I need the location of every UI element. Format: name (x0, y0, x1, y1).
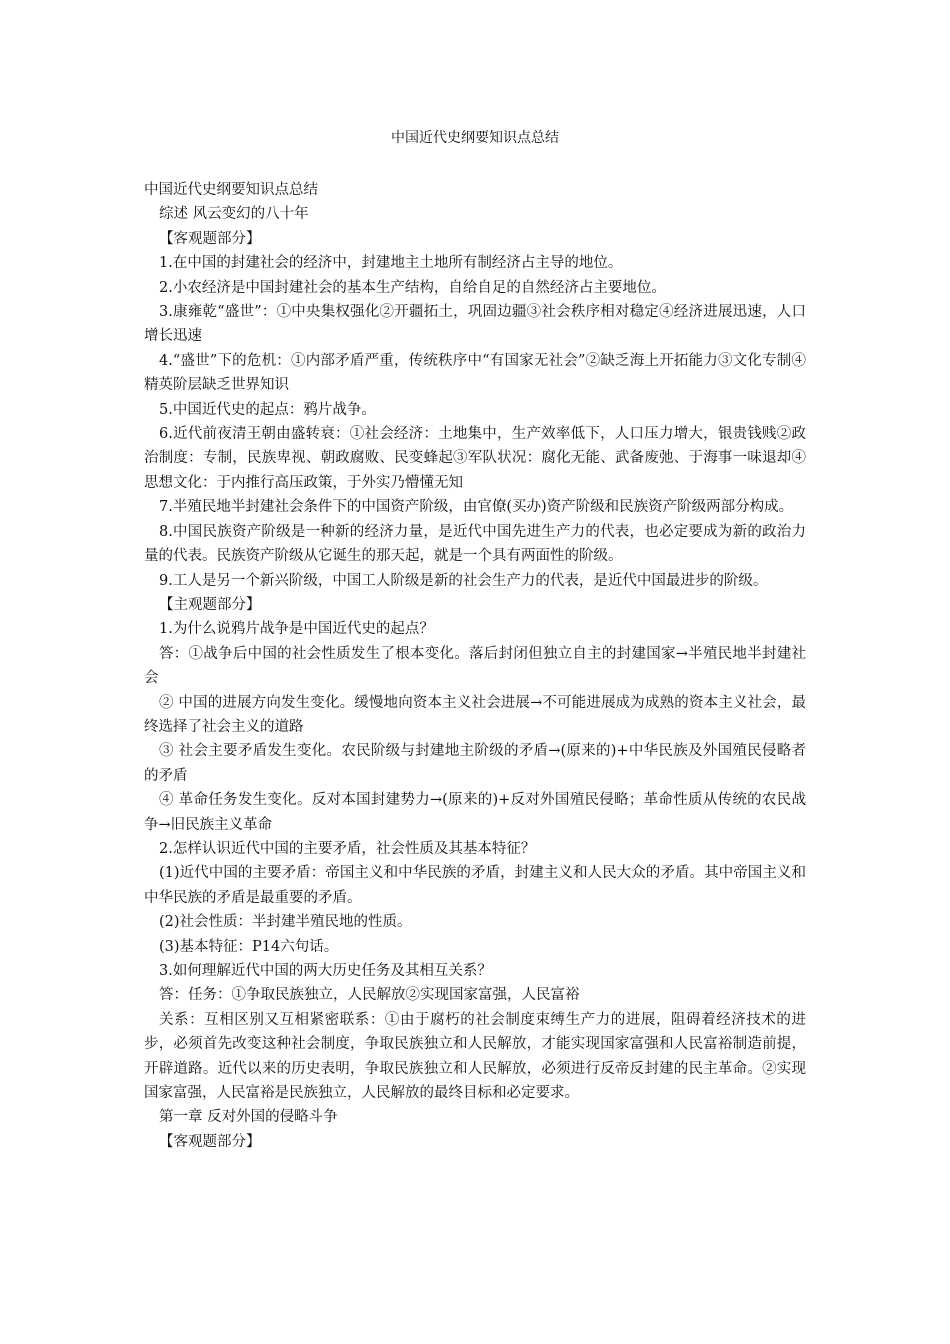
answer: ④ 革命任务发生变化。反对本国封建势力→(原来的)+反对外国殖民侵略；革命性质从传统的农民战争→旧民族主义革命 (144, 792, 806, 833)
answer: ③ 社会主要矛盾发生变化。农民阶级与封建地主阶级的矛盾→(原来的)+中华民族及外国殖民侵略者的矛盾 (144, 743, 806, 784)
paragraph: 8.中国民族资产阶级是一种新的经济力量，是近代中国先进生产力的代表，也必定要成为新的政治力量的代表。民族资产阶级从它诞生的那天起，就是一个具有两面性的阶级。 (144, 523, 806, 565)
document-body (144, 178, 806, 1154)
paragraph: 3.康雍乾“盛世”：①中央集权强化②开疆拓土，巩固边疆③社会秩序相对稳定④经济进展迅速，人口增长迅速 (144, 304, 807, 345)
section-heading-overview: 综述 风云变幻的八十年 (159, 206, 309, 223)
subsection-heading-objective: 【客观题部分】 (159, 230, 261, 247)
answer: (2)社会性质：半封建半殖民地的性质。 (159, 914, 412, 931)
answer: 答：①战争后中国的社会性质发生了根本变化。落后封闭但独立自主的封建国家→半殖民地半封建社会 (144, 645, 806, 687)
question: 1.为什么说鸦片战争是中国近代史的起点？ (159, 621, 434, 638)
answer: 答：任务：①争取民族独立，人民解放②实现国家富强，人民富裕 (159, 987, 580, 1004)
paragraph: 7.半殖民地半封建社会条件下的中国资产阶级，由官僚(买办)资产阶级和民族资产阶级两部分构成。 (159, 499, 794, 516)
paragraph: 2.小农经济是中国封建社会的基本生产结构，自给自足的自然经济占主要地位。 (159, 279, 666, 296)
answer: (1)近代中国的主要矛盾：帝国主义和中华民族的矛盾，封建主义和人民大众的矛盾。其中帝国主义和中华民族的矛盾是最重要的矛盾。 (144, 865, 806, 906)
paragraph: 1.在中国的封建社会的经济中，封建地主土地所有制经济占主导的地位。 (159, 255, 623, 272)
body-heading: 中国近代史纲要知识点总结 (144, 182, 318, 198)
subsection-heading-objective: 【客观题部分】 (159, 1133, 261, 1150)
paragraph: 9.工人是另一个新兴阶级，中国工人阶级是新的社会生产力的代表，是近代中国最进步的阶级。 (159, 572, 768, 589)
answer: (3)基本特征：P14六句话。 (159, 938, 339, 955)
answer: 关系：互相区别又互相紧密联系：①由于腐朽的社会制度束缚生产力的进展，阻碍着经济技术的进步，必须首先改变这种社会制度，争取民族独立和人民解放，才能实现国家富强和人民富裕制造前提，开辟道路。近代以来的历史表明，争取民族独立和人民解放，必须进行反帝反封建的民主革命。②实现国家富强，人民富裕是民族独立，人民解放的最终目标和必定要求。 (144, 1011, 806, 1102)
chapter-heading: 第一章 反对外国的侵略斗争 (159, 1109, 338, 1126)
question: 2.怎样认识近代中国的主要矛盾，社会性质及其基本特征？ (159, 840, 536, 857)
paragraph: 5.中国近代史的起点：鸦片战争。 (159, 401, 376, 418)
question: 3.如何理解近代中国的两大历史任务及其相互关系？ (159, 963, 492, 979)
paragraph: 6.近代前夜清王朝由盛转衰：①社会经济：土地集中，生产效率低下，人口压力增大，银贵钱贱②政治制度：专制，民族卑视、朝政腐败、民变蜂起③军队状况：腐化无能、武备废弛、于海事一味退却④思想文化：于内推行高压政策，于外实乃懵懂无知 (144, 426, 806, 491)
subsection-heading-subjective: 【主观题部分】 (159, 596, 261, 613)
paragraph: 4.“盛世”下的危机：①内部矛盾严重，传统秩序中“有国家无社会”②缺乏海上开拓能力③文化专制④精英阶层缺乏世界知识 (144, 352, 806, 394)
document-title: 中国近代史纲要知识点总结 (391, 130, 559, 146)
answer: ② 中国的进展方向发生变化。缓慢地向资本主义社会进展→不可能进展成为成熟的资本主义社会，最终选择了社会主义的道路 (144, 694, 806, 735)
